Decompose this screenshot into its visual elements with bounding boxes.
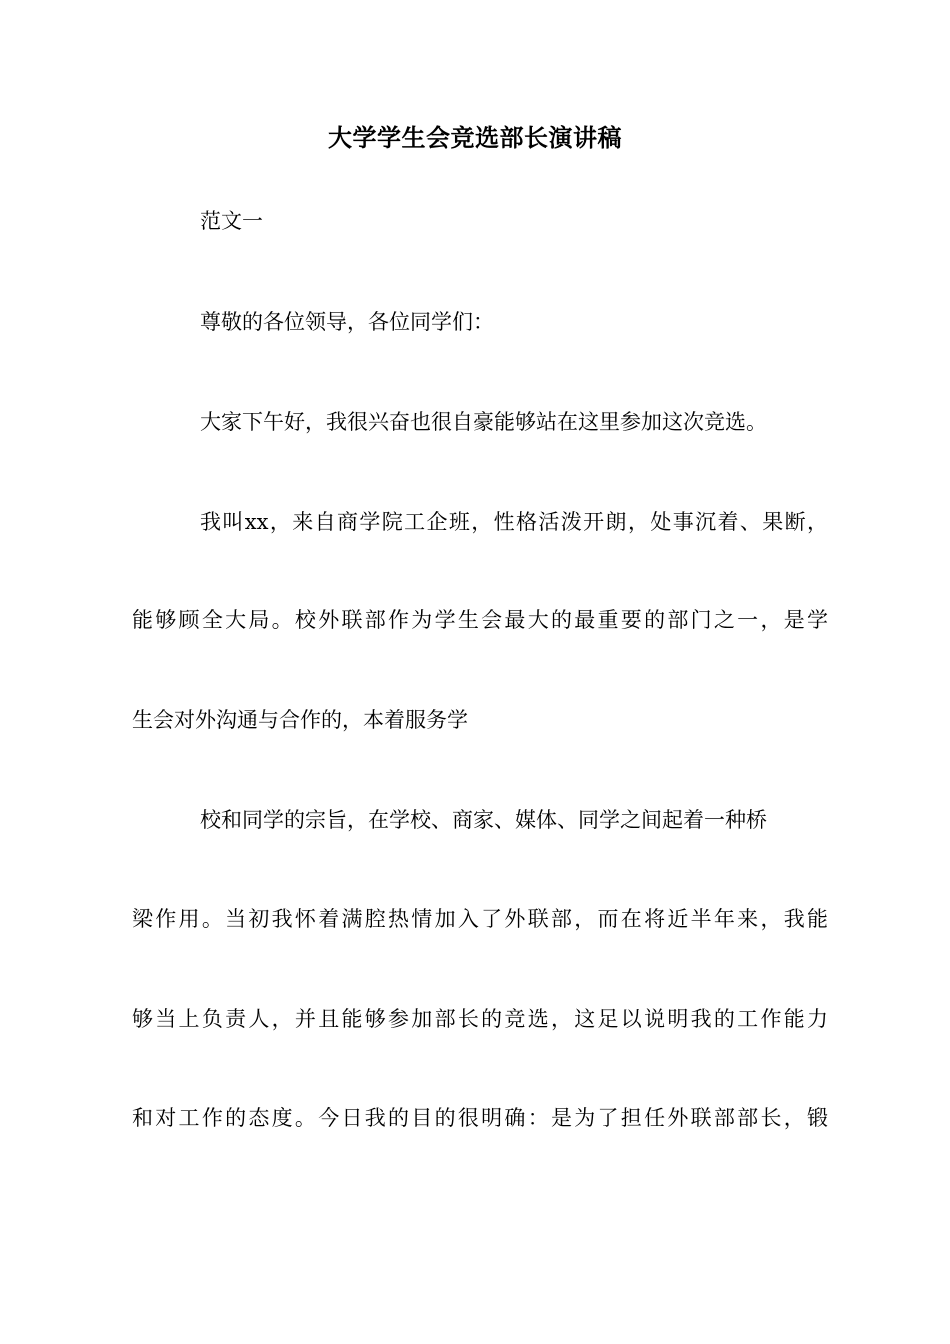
paragraph-line: 尊敬的各位领导，各位同学们： xyxy=(200,310,494,334)
paragraph-line: 大家下午好，我很兴奋也很自豪能够站在这里参加这次竞选。 xyxy=(200,410,767,434)
paragraph-line: 和对工作的态度。今日我的目的很明确：是为了担任外联部部长，锻 xyxy=(132,1106,828,1130)
paragraph-line: 我叫xx，来自商学院工企班，性格活泼开朗，处事沉着、果断， xyxy=(200,510,828,534)
paragraph-line: 能够顾全大局。校外联部作为学生会最大的最重要的部门之一，是学 xyxy=(132,608,828,632)
paragraph-line: 梁作用。当初我怀着满腔热情加入了外联部，而在将近半年来，我能 xyxy=(132,907,828,931)
paragraph-line: 生会对外沟通与合作的，本着服务学 xyxy=(132,708,468,732)
paragraph-line: 校和同学的宗旨，在学校、商家、媒体、同学之间起着一种桥 xyxy=(200,808,767,832)
paragraph-line: 够当上负责人，并且能够参加部长的竞选，这足以说明我的工作能力 xyxy=(132,1007,828,1031)
paragraph-line: 范文一 xyxy=(200,209,263,233)
document-title: 大学学生会竞选部长演讲稿 xyxy=(328,124,622,152)
